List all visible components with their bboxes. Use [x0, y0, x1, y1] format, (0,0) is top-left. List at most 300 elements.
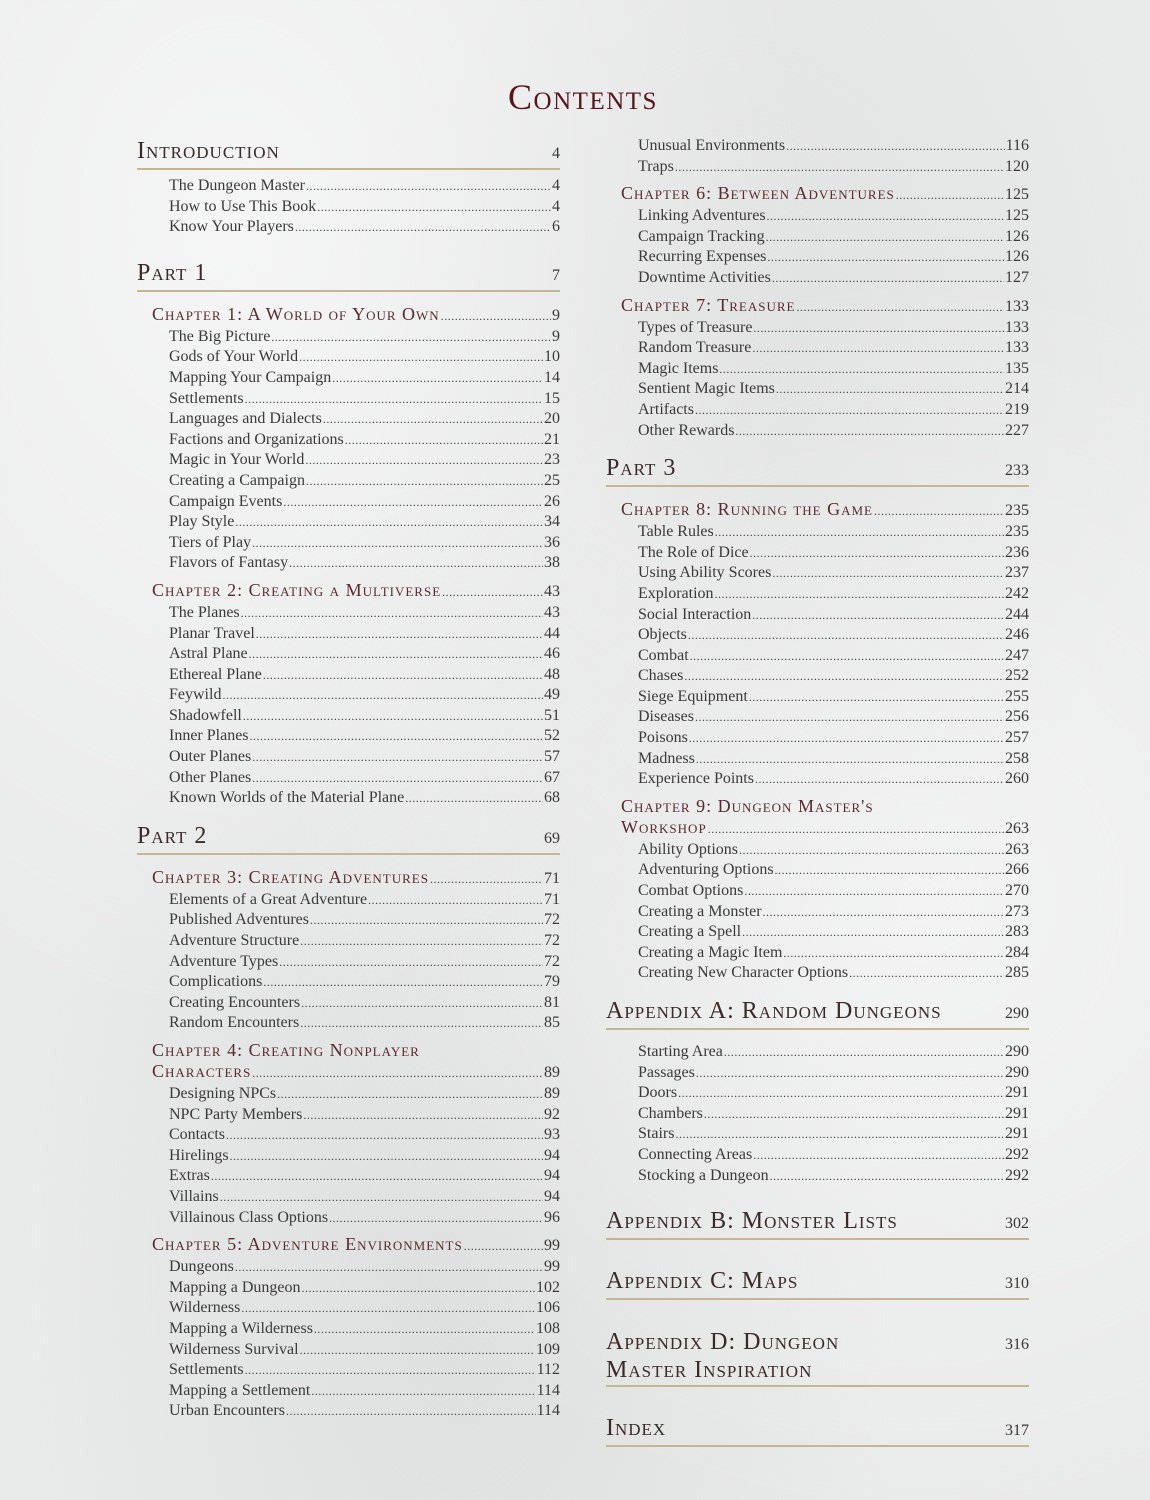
- entry-label: Known Worlds of the Material Plane: [169, 789, 405, 807]
- toc-chapter-1[interactable]: [152, 304, 560, 327]
- entry-label: Shadowfell: [169, 706, 242, 724]
- entry-label: Creating a Monster: [638, 902, 762, 920]
- toc-entry[interactable]: [638, 1042, 1029, 1063]
- entry-page: 266: [1005, 861, 1029, 879]
- entry-page: 79: [544, 973, 560, 991]
- toc-entry[interactable]: [638, 943, 1029, 964]
- entry-page: 67: [544, 768, 560, 786]
- toc-entry[interactable]: [638, 563, 1029, 584]
- toc-entry[interactable]: [169, 1401, 560, 1422]
- entry-label: Stocking a Dungeon: [638, 1166, 769, 1184]
- toc-entry[interactable]: [169, 768, 560, 789]
- toc-section-introduction[interactable]: [137, 138, 560, 170]
- toc-entry[interactable]: [169, 1208, 560, 1229]
- toc-entry[interactable]: [638, 318, 1029, 339]
- entry-page: 94: [544, 1187, 560, 1205]
- toc-entry[interactable]: [638, 749, 1029, 770]
- leader-dots: [250, 726, 543, 747]
- entry-label: Connecting Areas: [638, 1145, 753, 1163]
- leader-dots: [678, 1083, 1004, 1104]
- toc-chapter-7[interactable]: [621, 295, 1029, 318]
- toc-entry[interactable]: [169, 910, 560, 931]
- entry-page: 284: [1005, 943, 1029, 961]
- leader-dots: [464, 1236, 543, 1257]
- leader-dots: [263, 972, 543, 993]
- entry-page: 126: [1005, 227, 1029, 245]
- toc-entry[interactable]: [169, 327, 560, 348]
- toc-entry[interactable]: [638, 1145, 1029, 1166]
- entry-label: Other Rewards: [638, 421, 735, 439]
- leader-dots: [249, 644, 543, 665]
- leader-dots: [688, 625, 1004, 646]
- entry-page: 127: [1005, 268, 1029, 286]
- toc-entry[interactable]: [638, 902, 1029, 923]
- toc-entry[interactable]: [169, 217, 560, 238]
- toc-entry[interactable]: [169, 533, 560, 554]
- toc-appendix-d[interactable]: [606, 1328, 1029, 1387]
- entry-page: 133: [1005, 318, 1029, 336]
- leader-dots: [786, 136, 1005, 157]
- entry-page: 255: [1005, 687, 1029, 705]
- leader-dots: [241, 1298, 535, 1319]
- leader-dots: [896, 185, 1004, 206]
- leader-dots: [744, 881, 1004, 902]
- toc-entry[interactable]: [169, 1298, 560, 1319]
- toc-entry[interactable]: [169, 492, 560, 513]
- toc-chapter-5[interactable]: [152, 1234, 560, 1257]
- chapter-page: 125: [1005, 186, 1029, 204]
- leader-dots: [289, 553, 543, 574]
- toc-entry[interactable]: [169, 1166, 560, 1187]
- toc-left-column: [137, 138, 560, 1422]
- entry-label: Other Planes: [169, 768, 252, 786]
- entry-label: The Role of Dice: [638, 543, 749, 561]
- leader-dots: [742, 922, 1004, 943]
- leader-dots: [252, 768, 543, 789]
- entry-label: Inner Planes: [169, 727, 249, 745]
- toc-entry[interactable]: [638, 881, 1029, 902]
- toc-entry[interactable]: [169, 430, 560, 451]
- toc-entry[interactable]: [169, 1278, 560, 1299]
- toc-entry[interactable]: [638, 136, 1029, 157]
- toc-chapter-8[interactable]: [621, 499, 1029, 522]
- toc-entry[interactable]: [638, 707, 1029, 728]
- entry-page: 108: [536, 1319, 560, 1337]
- toc-entry[interactable]: [638, 605, 1029, 626]
- toc-entry[interactable]: [169, 747, 560, 768]
- entry-label: Adventuring Options: [638, 861, 774, 879]
- entry-page: 114: [536, 1402, 560, 1420]
- leader-dots: [739, 840, 1004, 861]
- entry-label: Mapping a Dungeon: [169, 1278, 301, 1296]
- toc-entry[interactable]: [169, 665, 560, 686]
- entry-label: Wilderness Survival: [169, 1340, 299, 1358]
- chapter-page: 263: [1005, 819, 1029, 837]
- toc-entry[interactable]: [169, 931, 560, 952]
- entry-label: Magic Items: [638, 359, 719, 377]
- leader-dots: [675, 157, 1004, 178]
- toc-appendix-b[interactable]: [606, 1208, 1029, 1240]
- section-title: Appendix B: Monster Lists: [606, 1208, 898, 1235]
- toc-entry[interactable]: [638, 646, 1029, 667]
- entry-label: Extras: [169, 1167, 210, 1185]
- leader-dots: [302, 1278, 535, 1299]
- toc-entry[interactable]: [638, 400, 1029, 421]
- entry-page: 96: [544, 1208, 560, 1226]
- entry-label: Astral Plane: [169, 645, 248, 663]
- entry-label: Mapping a Wilderness: [169, 1319, 313, 1337]
- entry-label: Ability Options: [638, 840, 739, 858]
- section-page: 69: [544, 829, 560, 847]
- entry-page: 21: [544, 430, 560, 448]
- leader-dots: [286, 1401, 536, 1422]
- entry-label: Ethereal Plane: [169, 665, 262, 683]
- toc-entry[interactable]: [638, 1083, 1029, 1104]
- entry-page: 292: [1005, 1166, 1029, 1184]
- toc-entry[interactable]: [638, 338, 1029, 359]
- leader-dots: [695, 400, 1004, 421]
- toc-entry[interactable]: [638, 963, 1029, 984]
- leader-dots: [235, 512, 543, 533]
- toc-entry[interactable]: [169, 644, 560, 665]
- entry-label: Recurring Expenses: [638, 248, 767, 266]
- section-page: 4: [552, 145, 560, 162]
- chapter-title-line-1: Chapter 4: Creating Nonplayer: [152, 1040, 420, 1060]
- entry-label: Creating New Character Options: [638, 964, 849, 982]
- toc-entry[interactable]: [169, 409, 560, 430]
- leader-dots: [755, 769, 1004, 790]
- toc-entry[interactable]: [169, 788, 560, 809]
- chapter-title: Chapter 6: Between Adventures: [621, 183, 895, 204]
- leader-dots: [675, 1124, 1004, 1145]
- entry-page: 72: [544, 911, 560, 929]
- leader-dots: [767, 206, 1004, 227]
- toc-entry[interactable]: [638, 922, 1029, 943]
- toc-entry[interactable]: [638, 379, 1029, 400]
- entry-label: Creating a Campaign: [169, 471, 305, 489]
- toc-entry[interactable]: [638, 860, 1029, 881]
- entry-page: 68: [544, 789, 560, 807]
- toc-entry[interactable]: [169, 1340, 560, 1361]
- entry-page: 6: [552, 218, 560, 236]
- section-title: Appendix A: Random Dungeons: [606, 998, 942, 1024]
- section-title: Part 2: [137, 822, 208, 849]
- entry-label: Settlements: [169, 1361, 244, 1379]
- entry-label: Creating a Magic Item: [638, 943, 783, 961]
- entry-label: Passages: [638, 1063, 695, 1081]
- chapter-title: Chapter 2: Creating a Multiverse: [152, 579, 442, 600]
- toc-entry[interactable]: [169, 624, 560, 645]
- leader-dots: [245, 389, 543, 410]
- toc-entry[interactable]: [638, 769, 1029, 790]
- toc-chapter-4[interactable]: [137, 1040, 560, 1084]
- leader-dots: [696, 749, 1004, 770]
- leader-dots: [300, 931, 543, 952]
- leader-dots: [719, 359, 1004, 380]
- toc-entry[interactable]: [638, 1124, 1029, 1145]
- toc-entry[interactable]: [169, 603, 560, 624]
- leader-dots: [696, 1063, 1004, 1084]
- toc-entry[interactable]: [638, 268, 1029, 289]
- leader-dots: [222, 685, 543, 706]
- section-page: 317: [1005, 1422, 1029, 1440]
- entry-page: 227: [1005, 421, 1029, 439]
- entry-page: 15: [544, 389, 560, 407]
- toc-section-part-2[interactable]: [137, 823, 560, 855]
- entry-page: 102: [536, 1278, 560, 1296]
- entry-page: 242: [1005, 584, 1029, 602]
- entry-label: Using Ability Scores: [638, 564, 772, 582]
- entry-page: 258: [1005, 749, 1029, 767]
- toc-entry[interactable]: [169, 389, 560, 410]
- leader-dots: [300, 1013, 543, 1034]
- section-page: 316: [1005, 1336, 1029, 1354]
- entry-page: 235: [1005, 523, 1029, 541]
- toc-entry[interactable]: [638, 421, 1029, 442]
- chapter-title: Chapter 1: A World of Your Own: [152, 303, 440, 324]
- entry-label: Wilderness: [169, 1299, 241, 1317]
- entry-label: Hirelings: [169, 1146, 229, 1164]
- toc-entry[interactable]: [169, 1319, 560, 1340]
- toc-appendix-c[interactable]: [606, 1268, 1029, 1300]
- entry-page: 291: [1005, 1125, 1029, 1143]
- leader-dots: [430, 869, 543, 890]
- toc-entry[interactable]: [169, 176, 560, 197]
- toc-entry[interactable]: [169, 952, 560, 973]
- section-page: 290: [1005, 1005, 1029, 1022]
- entry-label: Diseases: [638, 708, 694, 726]
- toc-entry[interactable]: [169, 1360, 560, 1381]
- leader-dots: [796, 297, 1004, 318]
- toc-entry[interactable]: [169, 972, 560, 993]
- toc-entry[interactable]: [638, 1104, 1029, 1125]
- leader-dots: [243, 706, 543, 727]
- toc-entry[interactable]: [638, 247, 1029, 268]
- toc-chapter-6[interactable]: [621, 183, 1029, 206]
- leader-dots: [767, 247, 1004, 268]
- toc-entry[interactable]: [169, 706, 560, 727]
- entry-page: 133: [1005, 339, 1029, 357]
- toc-entry[interactable]: [169, 1257, 560, 1278]
- entry-label: Mapping a Settlement: [169, 1381, 311, 1399]
- section-page: 7: [552, 266, 560, 284]
- toc-entry[interactable]: [169, 512, 560, 533]
- entry-page: 236: [1005, 543, 1029, 561]
- chapter-page: 9: [552, 306, 560, 324]
- entry-label: Flavors of Fantasy: [169, 554, 289, 572]
- toc-entry[interactable]: [169, 1187, 560, 1208]
- toc-index[interactable]: [606, 1415, 1029, 1447]
- leader-dots: [317, 197, 551, 218]
- leader-dots: [689, 728, 1004, 749]
- toc-section-part-3[interactable]: [606, 455, 1029, 487]
- leader-dots: [735, 421, 1004, 442]
- entry-label: Types of Treasure: [638, 318, 753, 336]
- entry-label: Poisons: [638, 729, 688, 747]
- entry-label: Linking Adventures: [638, 207, 766, 225]
- entry-label: Villainous Class Options: [169, 1208, 329, 1226]
- entry-label: Tiers of Play: [169, 533, 252, 551]
- entry-label: Table Rules: [638, 523, 714, 541]
- entry-label: Stairs: [638, 1125, 675, 1143]
- section-title-line-2: Master Inspiration: [606, 1357, 813, 1384]
- leader-dots: [300, 1340, 535, 1361]
- toc-entry[interactable]: [638, 1063, 1029, 1084]
- toc-entry[interactable]: [169, 450, 560, 471]
- toc-entry[interactable]: [638, 227, 1029, 248]
- entry-label: Dungeons: [169, 1258, 234, 1276]
- entry-label: Languages and Dialects: [169, 410, 322, 428]
- chapter-title: Chapter 3: Creating Adventures: [152, 866, 429, 887]
- entry-label: Combat Options: [638, 882, 744, 900]
- toc-entry[interactable]: [638, 157, 1029, 178]
- entry-label: NPC Party Members: [169, 1105, 303, 1123]
- leader-dots: [684, 666, 1004, 687]
- toc-entry[interactable]: [169, 1146, 560, 1167]
- leader-dots: [310, 910, 543, 931]
- toc-entry[interactable]: [638, 728, 1029, 749]
- entry-page: 219: [1005, 400, 1029, 418]
- entry-page: 257: [1005, 729, 1029, 747]
- toc-entry[interactable]: [169, 347, 560, 368]
- section-title: [606, 1328, 839, 1384]
- leader-dots: [715, 584, 1004, 605]
- entry-label: Complications: [169, 973, 263, 991]
- leader-dots: [695, 707, 1004, 728]
- toc-entry[interactable]: [169, 890, 560, 911]
- toc-entry[interactable]: [638, 584, 1029, 605]
- entry-page: 120: [1005, 157, 1029, 175]
- leader-dots: [306, 471, 543, 492]
- entry-label: Factions and Organizations: [169, 430, 344, 448]
- entry-label: Know Your Players: [169, 218, 294, 236]
- entry-page: 57: [544, 748, 560, 766]
- toc-entry[interactable]: [638, 666, 1029, 687]
- entry-page: 273: [1005, 902, 1029, 920]
- leader-dots: [753, 318, 1004, 339]
- entry-label: Siege Equipment: [638, 687, 748, 705]
- toc-entry[interactable]: [169, 1084, 560, 1105]
- entry-page: 291: [1005, 1084, 1029, 1102]
- toc-entry[interactable]: [638, 543, 1029, 564]
- toc-entry[interactable]: [169, 993, 560, 1014]
- entry-page: 93: [544, 1126, 560, 1144]
- toc-entry[interactable]: [169, 685, 560, 706]
- leader-dots: [241, 603, 543, 624]
- leader-dots: [772, 268, 1004, 289]
- toc-entry[interactable]: [638, 840, 1029, 861]
- chapter-page: 99: [544, 1237, 560, 1255]
- toc-entry[interactable]: [169, 1125, 560, 1146]
- toc-entry[interactable]: [638, 522, 1029, 543]
- entry-label: Downtime Activities: [638, 268, 771, 286]
- leader-dots: [874, 501, 1004, 522]
- toc-appendix-a[interactable]: [606, 998, 1029, 1030]
- toc-entry[interactable]: [638, 625, 1029, 646]
- leader-dots: [405, 788, 543, 809]
- toc-entry[interactable]: [169, 1105, 560, 1126]
- entry-page: 290: [1005, 1063, 1029, 1081]
- entry-label: Mapping Your Campaign: [169, 368, 332, 386]
- entry-label: Villains: [169, 1187, 219, 1205]
- chapter-title: Chapter 5: Adventure Environments: [152, 1234, 463, 1255]
- entry-label: Urban Encounters: [169, 1402, 285, 1420]
- toc-chapter-9[interactable]: [606, 796, 1029, 840]
- entry-page: 85: [544, 1014, 560, 1032]
- entry-label: Adventure Types: [169, 952, 279, 970]
- leader-dots: [763, 902, 1004, 923]
- leader-dots: [766, 227, 1004, 248]
- chapter-page: 71: [544, 869, 560, 887]
- toc-chapter-3[interactable]: [152, 867, 560, 890]
- toc-entry[interactable]: [638, 359, 1029, 380]
- entry-label: Chases: [638, 667, 684, 685]
- leader-dots: [256, 624, 543, 645]
- entry-page: 244: [1005, 605, 1029, 623]
- leader-dots: [245, 1360, 536, 1381]
- leader-dots: [301, 993, 543, 1014]
- leader-dots: [279, 952, 543, 973]
- entry-page: 270: [1005, 882, 1029, 900]
- entry-label: Magic in Your World: [169, 451, 305, 469]
- leader-dots: [277, 1084, 543, 1105]
- entry-label: Published Adventures: [169, 911, 309, 929]
- entry-page: 116: [1005, 137, 1029, 154]
- toc-entry[interactable]: [169, 197, 560, 218]
- toc-entry[interactable]: [169, 1013, 560, 1034]
- toc-section-part-1[interactable]: [137, 260, 560, 292]
- entry-label: Combat: [638, 646, 689, 664]
- entry-label: Creating a Spell: [638, 923, 742, 941]
- toc-entry[interactable]: [169, 726, 560, 747]
- toc-entry[interactable]: [169, 471, 560, 492]
- entry-page: 36: [544, 533, 560, 551]
- entry-label: Madness: [638, 749, 695, 767]
- leader-dots: [235, 1257, 543, 1278]
- leader-dots: [283, 492, 543, 513]
- entry-page: 247: [1005, 646, 1029, 664]
- entry-page: 252: [1005, 667, 1029, 685]
- entry-page: 72: [544, 932, 560, 950]
- leader-dots: [724, 1042, 1004, 1063]
- entry-label: Campaign Events: [169, 492, 283, 510]
- entry-label: Feywild: [169, 686, 222, 704]
- entry-label: Artifacts: [638, 400, 694, 418]
- chapter-page: 43: [544, 582, 560, 600]
- entry-page: 43: [544, 603, 560, 621]
- toc-chapter-2[interactable]: [152, 580, 560, 603]
- toc-entry[interactable]: [638, 1166, 1029, 1187]
- entry-page: 109: [536, 1340, 560, 1358]
- section-page: 233: [1005, 462, 1029, 480]
- toc-entry[interactable]: [169, 368, 560, 389]
- toc-entry[interactable]: [638, 687, 1029, 708]
- chapter-page: 235: [1005, 502, 1029, 520]
- section-title: Appendix C: Maps: [606, 1268, 799, 1295]
- entry-label: Designing NPCs: [169, 1085, 277, 1102]
- toc-entry[interactable]: [169, 553, 560, 574]
- section-title: Index: [606, 1415, 667, 1442]
- entry-page: 285: [1005, 964, 1029, 982]
- leader-dots: [783, 943, 1004, 964]
- toc-entry[interactable]: [169, 1381, 560, 1402]
- entry-page: 263: [1005, 840, 1029, 858]
- chapter-title-line-1: Chapter 9: Dungeon Master's: [621, 795, 874, 816]
- entry-page: 25: [544, 471, 560, 489]
- toc-entry[interactable]: [638, 206, 1029, 227]
- leader-dots: [332, 368, 543, 389]
- leader-dots: [329, 1208, 543, 1229]
